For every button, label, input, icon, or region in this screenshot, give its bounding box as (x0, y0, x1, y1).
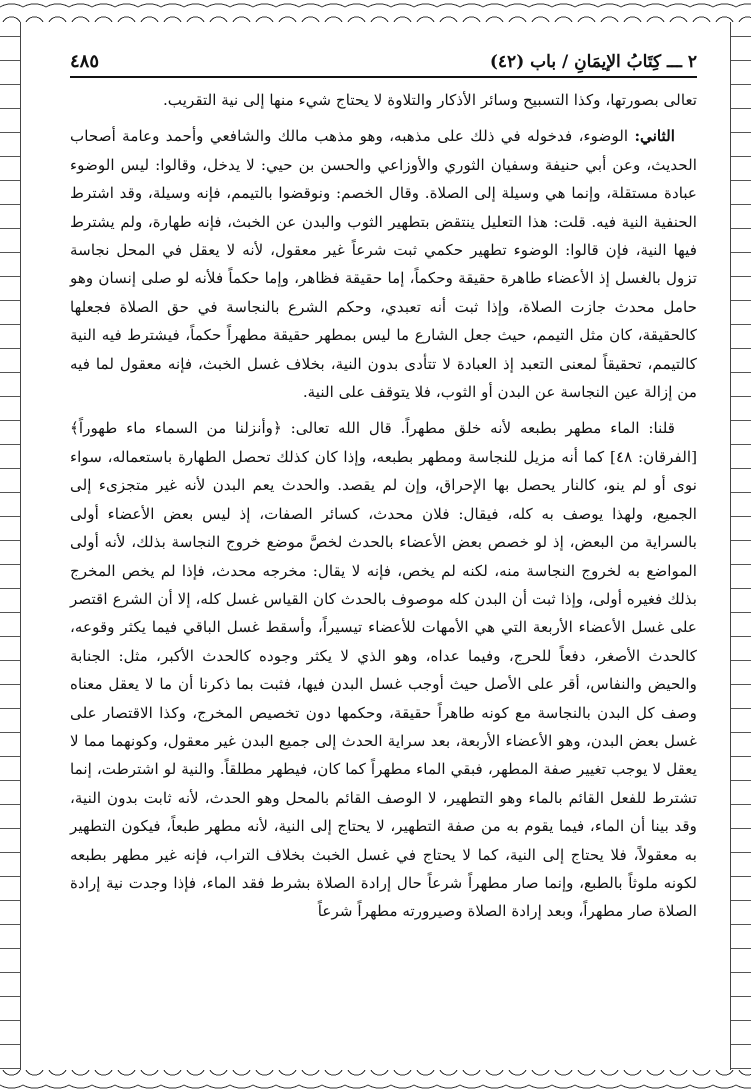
paragraph-1-text: تعالى بصورتها، وكذا التسبيح وسائر الأذكار والتلاوة لا يحتاج شيء منها إلى نية التقريب. (162, 91, 697, 109)
decorative-border-right (730, 22, 751, 1070)
page-number: ٤٨٥ (70, 51, 100, 72)
body-text (70, 86, 697, 1052)
decorative-border-top (0, 0, 751, 22)
paragraph-3 (70, 414, 697, 925)
paragraph-2-lead: الثاني: (634, 127, 675, 146)
decorative-border-bottom (0, 1070, 751, 1092)
page-frame (30, 28, 721, 1064)
paragraph-1 (70, 86, 697, 114)
running-header (70, 42, 697, 78)
paragraph-3-text: قلنا: الماء مطهر بطبعه لأنه خلق مطهراً. قال الله تعالى: ﴿وأنزلنا من السماء ماء طهوراً﴾ [الفرقان: ٤٨] كما أنه مزيل للنجاسة ومطهر بطبعه، وإذا كان كذلك تحصل الطهارة باستعماله، سواء نوى أو لم ينو، كالنار يحصل بها الإحراق، وإن لم يقصد. والحدث يعم البدن لأنه غير متجزىء إلى الجميع، ولهذا يوصف به كله، فيقال: فلان محدث، كسائر الصفات، إذ ليس بعض الأعضاء أولى بالسراية من البعض، إذ لو خصص بعض الأعضاء بالحدث لخصَّ موضع خروج النجاسة بذلك، لأنه أولى المواضع به لخروج النجاسة منه، لكنه لم يخص، فإنه لا يقال: مخرجه محدث، فإذا لم يخص المخرج بذلك فغيره أولى، وإذا ثبت أن البدن كله موصوف بالحدث كان القياس غسل كله، إلا أن الشرع اقتصر على غسل الأعضاء الأربعة التي هي الأمهات للأعضاء تيسيراً، وأسقط غسل الباقي فيما يكثر وقوعه، كالحدث الأصغر، دفعاً للحرج، وفيما عداه، وهو الذي لا يكثر وجوده كالحدث الأكبر، مثل: الجنابة والحيض والنفاس، أقر على الأصل حيث أوجب غسل البدن فيها، فثبت بما ذكرنا أن ما لا يعقل معناه وصف كل البدن بالنجاسة مع كونه طاهراً حقيقة، وحكمها دون تخصيص المخرج، وكذا الاقتصار على غسل بعض البدن، وهو الأعضاء الأربعة، بعد سراية الحدث إلى جميع البدن غير معقول، وكونهما مما لا يعقل لا يوجب تغيير صفة المطهر، فبقي الماء مطهراً كما كان، فيطهر مطلقاً. والنية لو اشترطت، إنما تشترط للفعل القائم بالماء وهو التطهير، لا الوصف القائم بالمحل وهو الحدث، لأنه ثابت بدون النية، وقد بينا أن الماء، فيما يقوم به من صفة التطهير، لا يحتاج إلى النية، لأنه مطهر طبعاً، فيكون التطهير به معقولاً، فلا يحتاج إلى النية، كما لا يحتاج في غسل الخبث بخلاف التراب، فإنه غير مطهر بطبعه لكونه ملوثاً بالطبع، وإنما صار مطهراً شرعاً حال إرادة الصلاة بشرط فقد الماء، فإذا وجدت نية إرادة الصلاة صار مطهراً، وبعد إرادة الصلاة وصيرورته مطهراً شرعاً (70, 419, 698, 921)
decorative-border-left (0, 22, 21, 1070)
paragraph-2 (70, 122, 697, 406)
header-title: ٢ ـــ كِتَابُ الإيمَانِ / باب (٤٢) (489, 52, 697, 72)
paragraph-2-text: الوضوء، فدخوله في ذلك على مذهبه، وهو مذهب مالك والشافعي وأحمد وعامة أصحاب الحديث، وعن أبي حنيفة وسفيان الثوري والأوزاعي والحسن بن حيي: لا يدخل، وقالوا: ليس الوضوء عبادة مستقلة، وإنما هي وسيلة إلى الصلاة. وقال الخصم: ونوقضوا بالتيمم، فإنه وسيلة، وقد اشترط الحنفية النية فيه. قلت: هذا التعليل ينتقض بتطهير الثوب والبدن عن الخبث، فإنه طهارة، ولم يشترط فيها النية، فإن قالوا: الوضوء تطهير حكمي ثبت شرعاً غير معقول، لأنه لا يعقل في المحل نجاسة تزول بالغسل إذ الأعضاء طاهرة حقيقة وحكماً، إما حقيقة فظاهر، وإما حكماً فلأنه لو صلى إنسان وهو حامل محدث جازت الصلاة، وإذا ثبت أنه تعبدي، وحكم الشرع بالنجاسة في حق الصلاة فجعلها كالحقيقة، كان مثل التيمم، حيث جعل الشارع ما ليس بمطهر حقيقة مطهراً حكماً، فيشترط فيه النية كالتيمم، تحقيقاً لمعنى التعبد إذ العبادة لا تتأدى بدون النية، بخلاف غسل الخبث، فإنه معقول لما فيه من إزالة عين النجاسة عن البدن أو الثوب، فلا يتوقف على النية. (70, 127, 697, 402)
